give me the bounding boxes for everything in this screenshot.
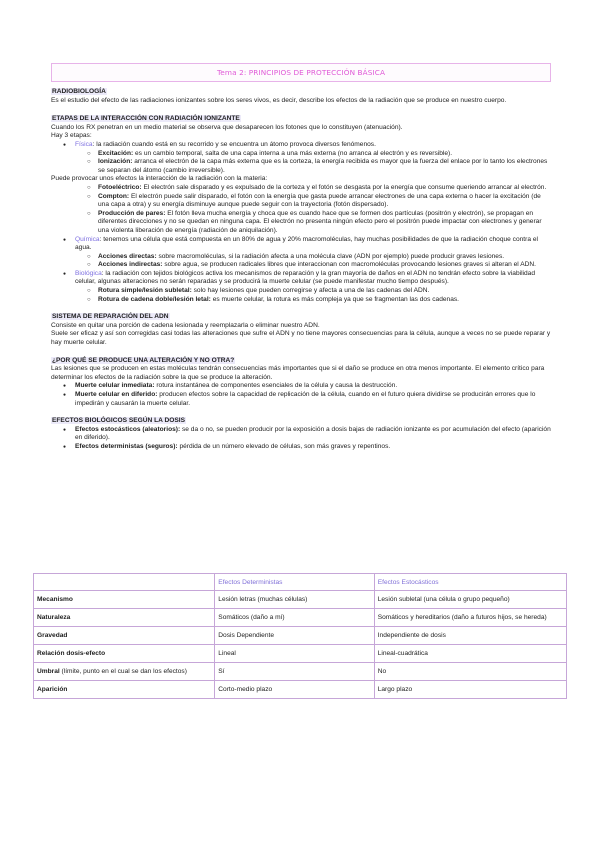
- sub-list: [75, 253, 551, 270]
- list-item: ○ Acciones directas: sobre macromoléculas, si la radiación afecta a una molécula clave (ADN por ejemplo) puede producir graves lesiones.: [75, 253, 551, 262]
- list-item: ● Muerte celular en diferido: producen efectos sobre la capacidad de replicación de la célula, cuando en el futuro quiera dividirse se producirán errores que lo impedirán y causarán la muerte celular.: [51, 391, 551, 408]
- row-label: Umbral (límite, punto en el cual se dan los efectos): [34, 663, 215, 681]
- table-cell: Lesión letras (muchas células): [215, 591, 374, 609]
- table-header-row: [34, 574, 567, 591]
- table-cell: Independiente de dosis: [374, 627, 566, 645]
- paragraph: Hay 3 etapas:: [51, 132, 92, 140]
- table-row: [34, 591, 567, 609]
- table-row: [34, 645, 567, 663]
- paragraph: Las lesiones que se producen en estas moléculas tendrán consecuencias más importantes que si el daño se produce en otra menos importante. El elemento crítico para determinar los efectos de la radiación sobre la que se produce la alteración.: [51, 365, 545, 381]
- row-label: Mecanismo: [34, 591, 215, 609]
- section-heading-porque: ¿POR QUÉ SE PRODUCE UNA ALTERACIÓN Y NO OTRA?: [52, 356, 235, 364]
- table-cell: Corto-medio plazo: [215, 681, 374, 699]
- table-cell: Lineal: [215, 645, 374, 663]
- list-item: ● Efectos estocásticos (aleatorios): se da o no, se pueden producir por la exposición a dosis bajas de radiación ionizante es por acumulación del efecto (aparición en diferido).: [51, 426, 551, 443]
- table-cell: Lesión subletal (una célula o grupo pequeño): [374, 591, 566, 609]
- paragraph: Es el estudio del efecto de las radiaciones ionizantes sobre los seres vivos, es decir, describe los efectos de la radiación que se produce en nuestro cuerpo.: [51, 96, 507, 104]
- list-item: ● Muerte celular inmediata: rotura instantánea de componentes esenciales de la célula y causa la destrucción.: [51, 382, 551, 391]
- list-item: ○ Ionización: arranca el electrón de la capa más externa que es la corteza, la energía recibida es mayor que la fuerza del enlace por lo tanto los electrones se separan del átomo (cambio irreversible).: [51, 158, 551, 175]
- sub-list: [75, 287, 551, 304]
- sub-list: [51, 184, 551, 236]
- table-cell: Somáticos (daño a mí): [215, 609, 374, 627]
- list-item: ○ Rotura simple/lesión subletal: solo hay lesiones que pueden corregirse y afecta a una de las cadenas del ADN.: [75, 287, 551, 296]
- section-heading-radiobiologia: RADIOBIOLOGÍA: [52, 88, 106, 95]
- table-row: [34, 681, 567, 699]
- paragraph: Suele ser eficaz y así son corregidas casi todas las alteraciones que sufre el ADN y no tiene mayores consecuencias para la célula, aunque a veces no se puede reparar y hay muerte celular.: [51, 330, 551, 347]
- effects-comparison-table: [33, 573, 567, 699]
- section-heading-etapas: ETAPAS DE LA INTERACCIÓN CON RADIACIÓN IONIZANTE: [52, 115, 240, 123]
- table-cell: Dosis Dependiente: [215, 627, 374, 645]
- row-label: Aparición: [34, 681, 215, 699]
- table-header-cell: [34, 574, 215, 591]
- bullet-list: [51, 382, 551, 408]
- list-item: ● Biológica: la radiación con tejidos biológicos activa los mecanismos de reparación y la gran mayoría de daños en el ADN no tendrán efecto sobre la viabilidad celular, algunas alteraciones no serán reparadas y se producirá la muerte celular (se puede manifestar mucho tiempo después). ○ Rotura simple/lesión subletal: solo hay lesiones que pueden corregirse y afecta a una de las cadenas del ADN. ○ Rotura de cadena doble/lesión letal: es muerte celular, la rotura es más compleja ya que se fragmentan las dos cadenas.: [51, 270, 551, 304]
- stage-list: [51, 236, 551, 305]
- table-cell: No: [374, 663, 566, 681]
- page-title: Tema 2: PRINCIPIOS DE PROTECCIÓN BÁSICA: [51, 63, 551, 82]
- row-label: Naturaleza: [34, 609, 215, 627]
- document-body: [51, 88, 551, 452]
- list-item: ● Química: tenemos una célula que está compuesta en un 80% de agua y 20% macromoléculas, hay muchas posibilidades de que la radiación choque contra el agua. ○ Acciones directas: sobre macromoléculas, si la radiación afecta a una molécula clave (ADN por ejemplo) puede producir graves lesiones. ○ Acciones indirectas: sobre agua, se producen radicales libres que interaccionan con macromoléculas provocando lesiones graves si alteran el ADN.: [51, 236, 551, 270]
- list-item: ● Efectos deterministas (seguros): pérdida de un número elevado de células, son más graves y repentinos.: [51, 443, 551, 452]
- section-heading-reparacion: SISTEMA DE REPARACIÓN DEL ADN: [52, 313, 169, 321]
- bullet-list: [51, 426, 551, 452]
- paragraph: Consiste en quitar una porción de cadena lesionada y reemplazarla o eliminar nuestro ADN.: [51, 321, 320, 329]
- list-item: ○ Fotoeléctrico: El electrón sale disparado y es expulsado de la corteza y el fotón se desgasta por la energía que consume queriendo arrancar al electrón.: [51, 184, 551, 193]
- list-item: ○ Acciones indirectas: sobre agua, se producen radicales libres que interaccionan con macromoléculas provocando lesiones graves si alteran el ADN.: [75, 261, 551, 270]
- list-item: ○ Producción de pares: El fotón lleva mucha energía y choca que es cuando hace que se formen dos partículas (positrón y electrón), se propagan en diferentes direcciones y no se quedan en ninguna capa. El electrón no presenta ningún efecto pero el positrón puede impactar con electrones y generar una violenta liberación de energía (radiación de aniquilación).: [51, 210, 551, 236]
- table-cell: Lineal-cuadrática: [374, 645, 566, 663]
- table-row: [34, 663, 567, 681]
- stage-list: [51, 141, 551, 150]
- table-cell: Sí: [215, 663, 374, 681]
- list-item: ○ Excitación: es un cambio temporal, salta de una capa interna a una más externa (no arranca al electrón y es reversible).: [51, 150, 551, 159]
- list-item: ○ Compton: El electrón puede salir disparado, el fotón con la energía que gasta puede arrancar electrones de una capa externa o hacer la excitación (de una capa a otra) y su energía disminuye aunque puede seguir con la trayectoria (fotón dispersado).: [51, 193, 551, 210]
- table-row: [34, 627, 567, 645]
- section-heading-efectos: EFECTOS BIOLÓGICOS SEGÚN LA DOSIS: [52, 417, 185, 425]
- table-header-cell: Efectos Deterministas: [215, 574, 374, 591]
- table-header-cell: Efectos Estocásticos: [374, 574, 566, 591]
- table-cell: Largo plazo: [374, 681, 566, 699]
- table-cell: Somáticos y hereditarios (daño a futuros hijos, se hereda): [374, 609, 566, 627]
- list-item: ○ Rotura de cadena doble/lesión letal: es muerte celular, la rotura es más compleja ya que se fragmentan las dos cadenas.: [75, 296, 551, 305]
- table-row: [34, 609, 567, 627]
- row-label: Gravedad: [34, 627, 215, 645]
- paragraph: Cuando los RX penetran en un medio material se observa que desaparecen los fotones que lo constituyen (atenuación).: [51, 123, 403, 131]
- paragraph: Puede provocar unos efectos la interacción de la radiación con la materia:: [51, 175, 268, 183]
- sub-list: [51, 150, 551, 176]
- list-item: ● Física: la radiación cuando está en su recorrido y se encuentra un átomo provoca diversos fenómenos.: [51, 141, 551, 150]
- row-label: Relación dosis-efecto: [34, 645, 215, 663]
